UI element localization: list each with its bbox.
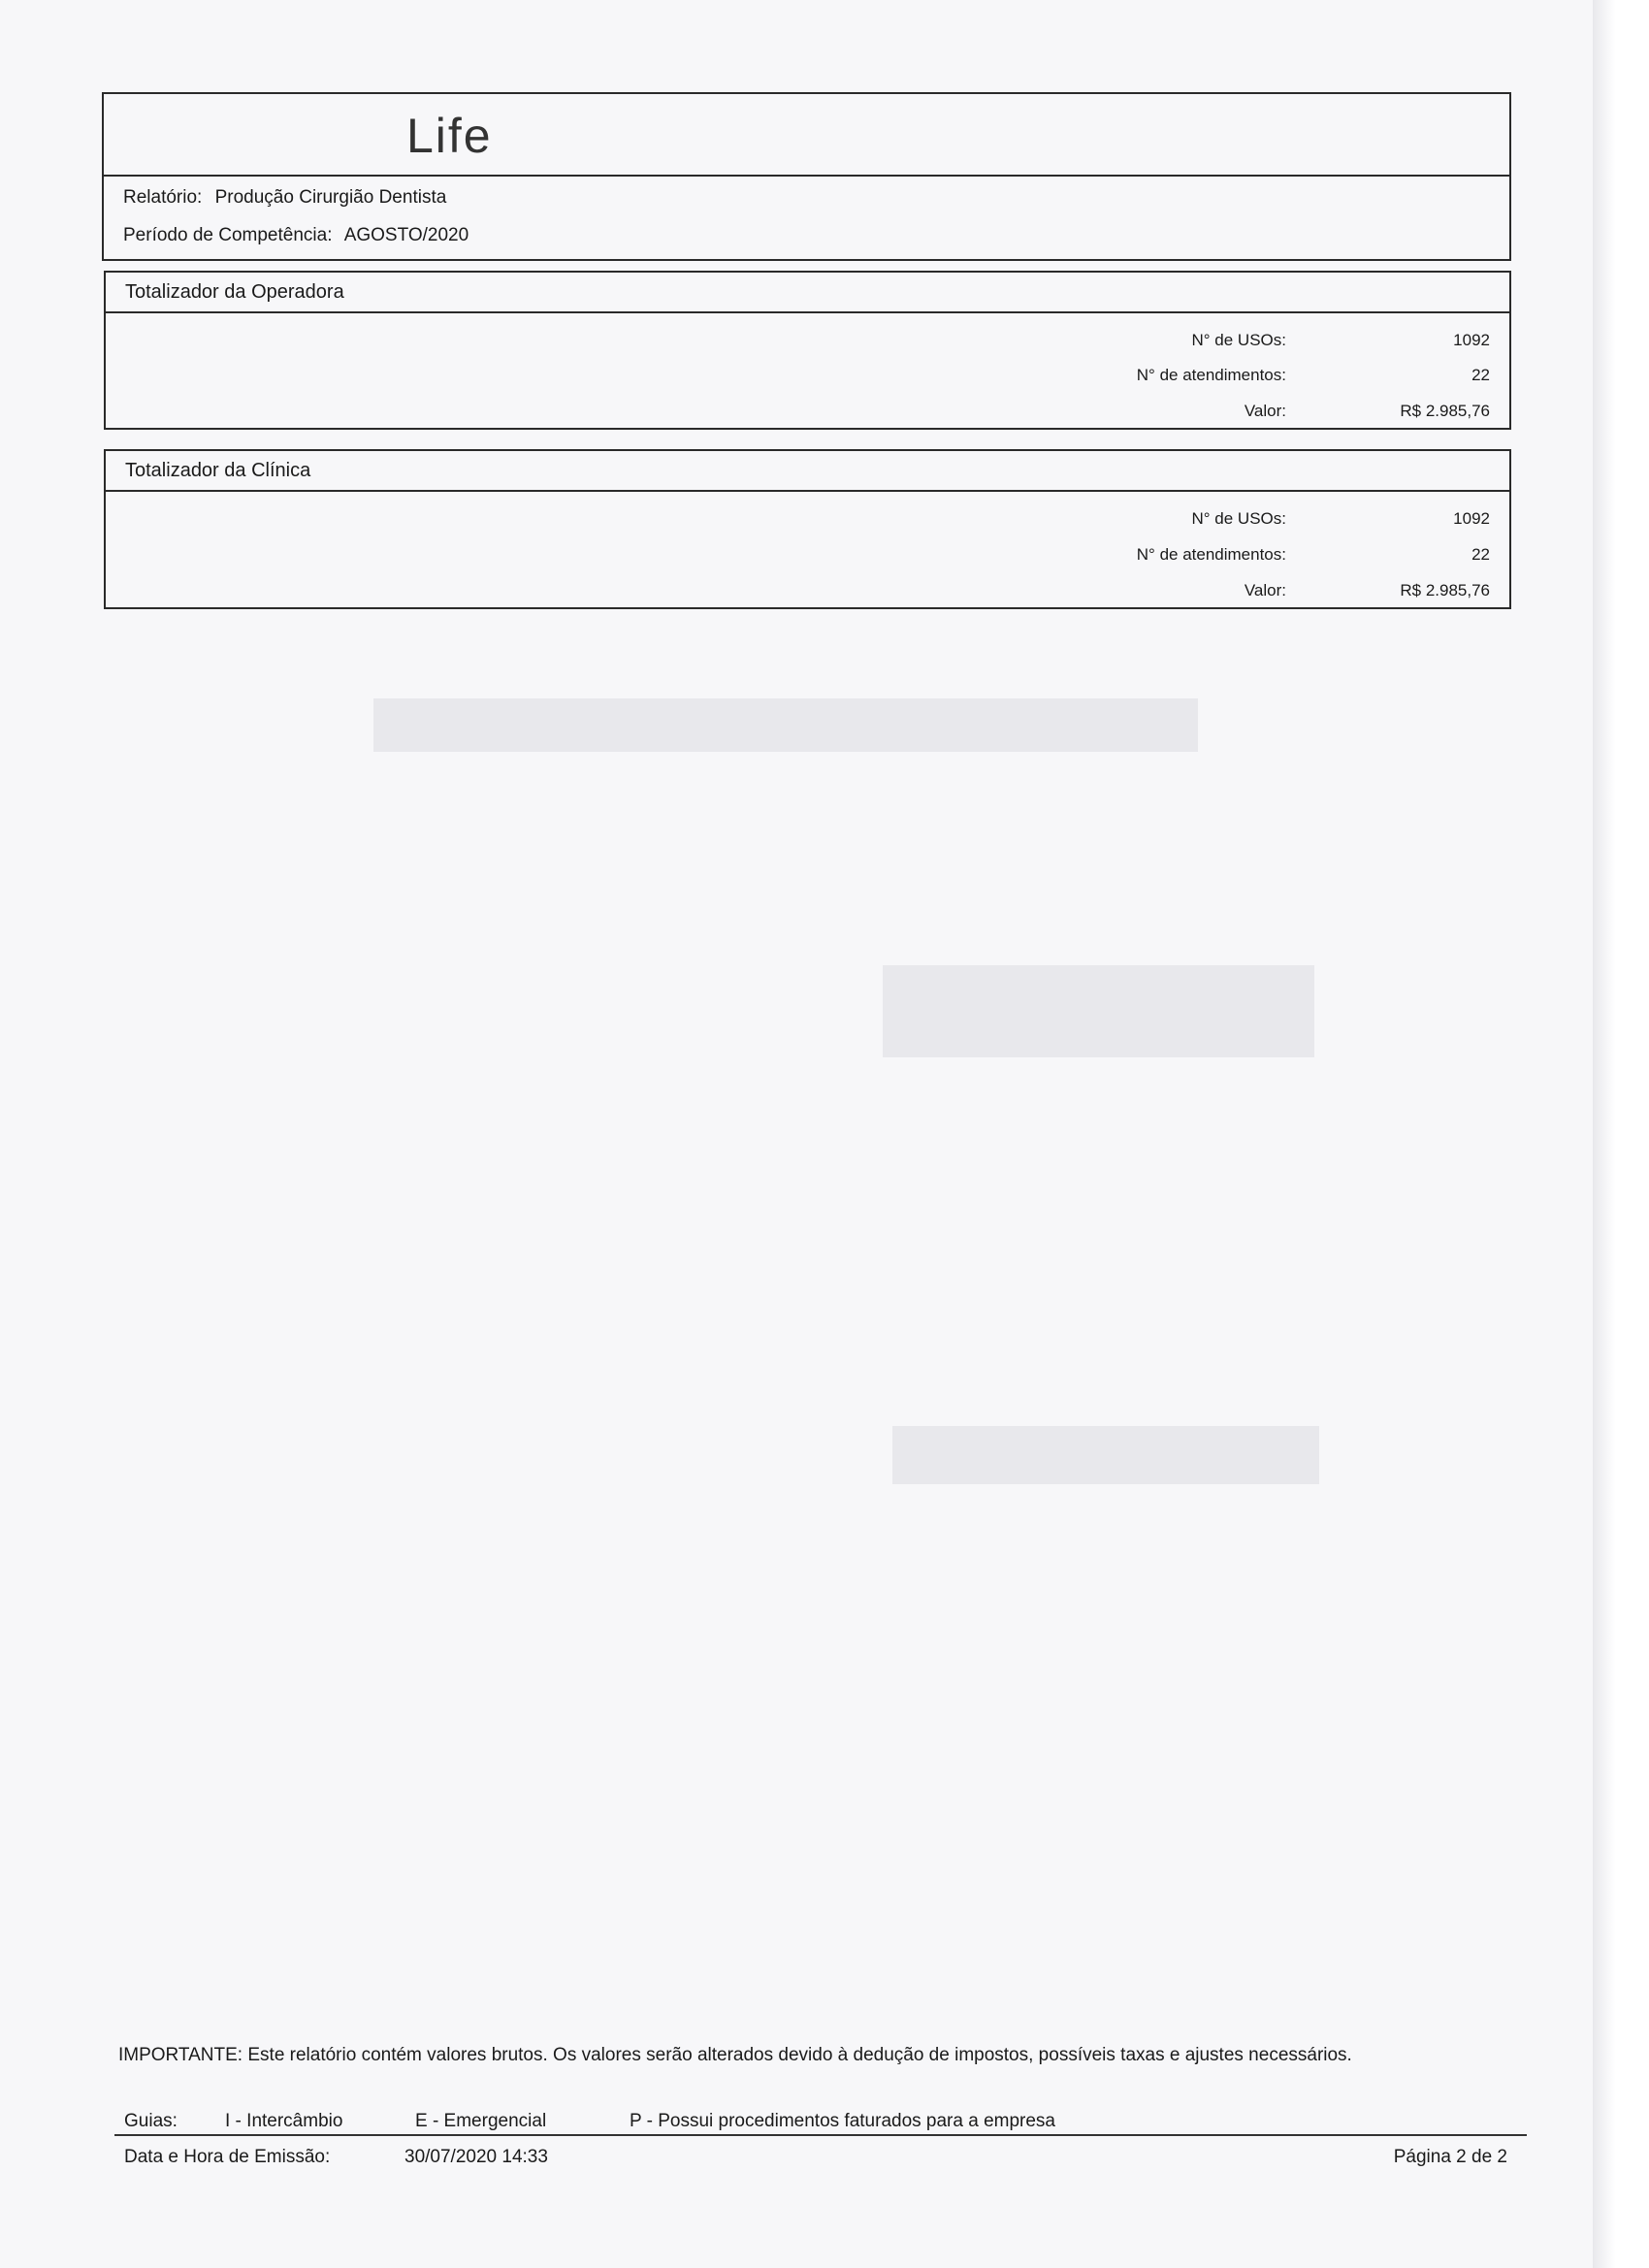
- report-type-value: Produção Cirurgião Dentista: [214, 187, 447, 208]
- clinica-valor-value: R$ 2.985,76: [1400, 581, 1490, 599]
- period-value: AGOSTO/2020: [343, 225, 469, 245]
- page-edge: [1593, 0, 1649, 2268]
- company-logo: Life: [406, 109, 493, 163]
- emission-value: 30/07/2020 14:33: [404, 2147, 548, 2167]
- operadora-valor-value: R$ 2.985,76: [1400, 402, 1490, 420]
- clinica-valor-label: Valor:: [1244, 581, 1286, 599]
- clinica-usos-value: 1092: [1453, 509, 1490, 528]
- clinica-atendimentos-label: N° de atendimentos:: [1136, 545, 1286, 564]
- report-type-row: [123, 187, 446, 209]
- bleed-through-block: [892, 1426, 1319, 1484]
- clinica-title-box: [104, 449, 1511, 492]
- clinica-usos-label: N° de USOs:: [1191, 509, 1286, 528]
- operadora-body: [104, 311, 1511, 430]
- operadora-valor-row: [106, 394, 1509, 431]
- clinica-atendimentos-row: [106, 537, 1509, 574]
- report-header: [102, 92, 1511, 261]
- clinica-title: Totalizador da Clínica: [125, 460, 311, 481]
- emission-label: Data e Hora de Emissão:: [124, 2147, 331, 2167]
- operadora-atendimentos-row: [106, 358, 1509, 395]
- operadora-usos-row: [106, 323, 1509, 360]
- operadora-atendimentos-label: N° de atendimentos:: [1136, 366, 1286, 384]
- important-notice: IMPORTANTE: Este relatório contém valores brutos. Os valores serão alterados devido à dedução de impostos, possíveis taxas e ajustes necessários.: [118, 2045, 1352, 2065]
- operadora-atendimentos-value: 22: [1471, 366, 1490, 384]
- guias-label: Guias:: [124, 2111, 178, 2131]
- footer-divider: [114, 2134, 1527, 2136]
- operadora-title: Totalizador da Operadora: [125, 281, 344, 303]
- period-label: Período de Competência:: [123, 225, 333, 245]
- guia-emergencial: E - Emergencial: [415, 2111, 547, 2131]
- guia-empresa: P - Possui procedimentos faturados para a empresa: [630, 2111, 1055, 2131]
- guia-intercambio: I - Intercâmbio: [225, 2111, 343, 2131]
- bleed-through-block: [373, 698, 1198, 752]
- operadora-title-box: [104, 271, 1511, 313]
- clinica-usos-row: [106, 502, 1509, 538]
- operadora-usos-value: 1092: [1453, 331, 1490, 349]
- clinica-atendimentos-value: 22: [1471, 545, 1490, 564]
- period-row: [123, 225, 469, 246]
- operadora-valor-label: Valor:: [1244, 402, 1286, 420]
- report-type-label: Relatório:: [123, 187, 203, 208]
- clinica-body: [104, 490, 1511, 609]
- operadora-usos-label: N° de USOs:: [1191, 331, 1286, 349]
- clinica-valor-row: [106, 573, 1509, 610]
- page-number: Página 2 de 2: [1393, 2147, 1507, 2167]
- header-divider: [104, 175, 1509, 177]
- bleed-through-block: [883, 965, 1314, 1057]
